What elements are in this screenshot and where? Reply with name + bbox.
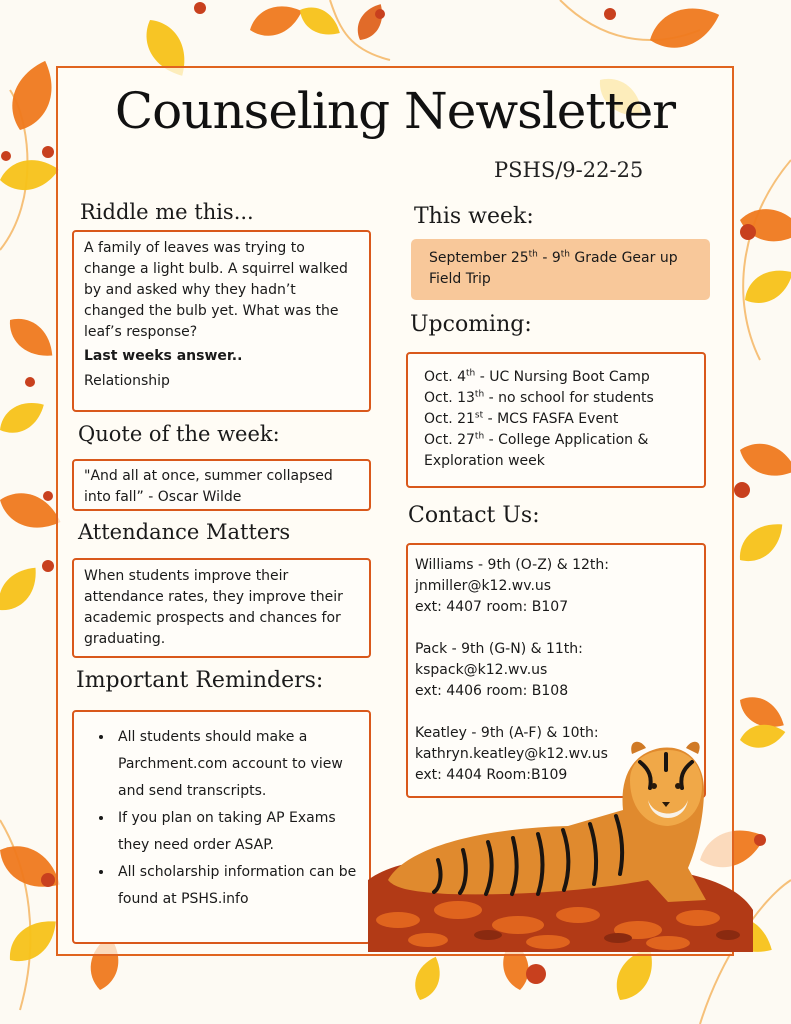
- quote-box: [72, 459, 371, 511]
- event-suffix: th: [528, 249, 538, 260]
- riddle-question: A family of leaves was trying to change a light bulb. A squirrel walked by and asked why they hadn’t changed the bulb yet. What was the leaf’s response?: [84, 240, 348, 340]
- contact-ext: ext: 4407 room: B107: [415, 599, 569, 615]
- contact-heading: Contact Us:: [408, 503, 540, 528]
- last-week-answer: Relationship: [84, 373, 170, 389]
- event-text: - 9: [537, 250, 561, 266]
- quote-heading: Quote of the week:: [78, 422, 280, 446]
- quote-text: "And all at once, summer collapsed into fall” - Oscar Wilde: [84, 468, 333, 505]
- riddle-heading: Riddle me this...: [80, 200, 254, 224]
- contact-name: Keatley - 9th (A-F) & 10th:: [415, 725, 599, 741]
- contact-name: Pack - 9th (G-N) & 11th:: [415, 641, 583, 657]
- upcoming-item: Oct. 13th - no school for students: [424, 389, 654, 406]
- attendance-box: [72, 558, 371, 658]
- reminder-item: • All students should make a Parchment.com account to view and send transcripts.: [114, 724, 359, 805]
- upcoming-box: [406, 352, 706, 488]
- upcoming-item: Oct. 4th - UC Nursing Boot Camp: [424, 368, 650, 385]
- contact-ext: ext: 4404 Room:B109: [415, 767, 568, 783]
- contact-name: Williams - 9th (O-Z) & 12th:: [415, 557, 609, 573]
- upcoming-item: Oct. 21st - MCS FASFA Event: [424, 410, 619, 427]
- newsletter-date: PSHS/9-22-25: [494, 158, 644, 182]
- upcoming-item: Oct. 27th - College Application & Exploration week: [424, 431, 649, 469]
- this-week-heading: This week:: [414, 204, 534, 229]
- contact-email[interactable]: jnmiller@k12.wv.us: [415, 578, 552, 594]
- reminders-list: [84, 724, 359, 913]
- contact-email[interactable]: kathryn.keatley@k12.wv.us: [415, 746, 608, 762]
- reminder-item: • If you plan on taking AP Exams they need order ASAP.: [114, 805, 359, 859]
- riddle-box: [72, 230, 371, 412]
- event-suffix: th: [560, 249, 570, 260]
- page-title: Counseling Newsletter: [114, 82, 676, 140]
- this-week-event: [411, 239, 710, 300]
- event-text: September 25: [429, 250, 529, 266]
- attendance-text: When students improve their attendance rates, they improve their academic prospects and chances for graduating.: [84, 568, 343, 647]
- event-text: Grade Gear up Field Trip: [429, 250, 678, 287]
- contact-williams: [415, 555, 697, 618]
- tiger-illustration: [368, 740, 753, 952]
- last-week-label: Last weeks answer..: [84, 348, 243, 364]
- reminders-heading: Important Reminders:: [76, 668, 324, 693]
- contact-ext: ext: 4406 room: B108: [415, 683, 569, 699]
- reminder-item: • All scholarship information can be found at PSHS.info: [114, 859, 359, 913]
- attendance-heading: Attendance Matters: [78, 520, 291, 544]
- contact-pack: [415, 639, 697, 702]
- upcoming-heading: Upcoming:: [410, 312, 532, 337]
- contact-email[interactable]: kspack@k12.wv.us: [415, 662, 548, 678]
- reminders-box: [72, 710, 371, 944]
